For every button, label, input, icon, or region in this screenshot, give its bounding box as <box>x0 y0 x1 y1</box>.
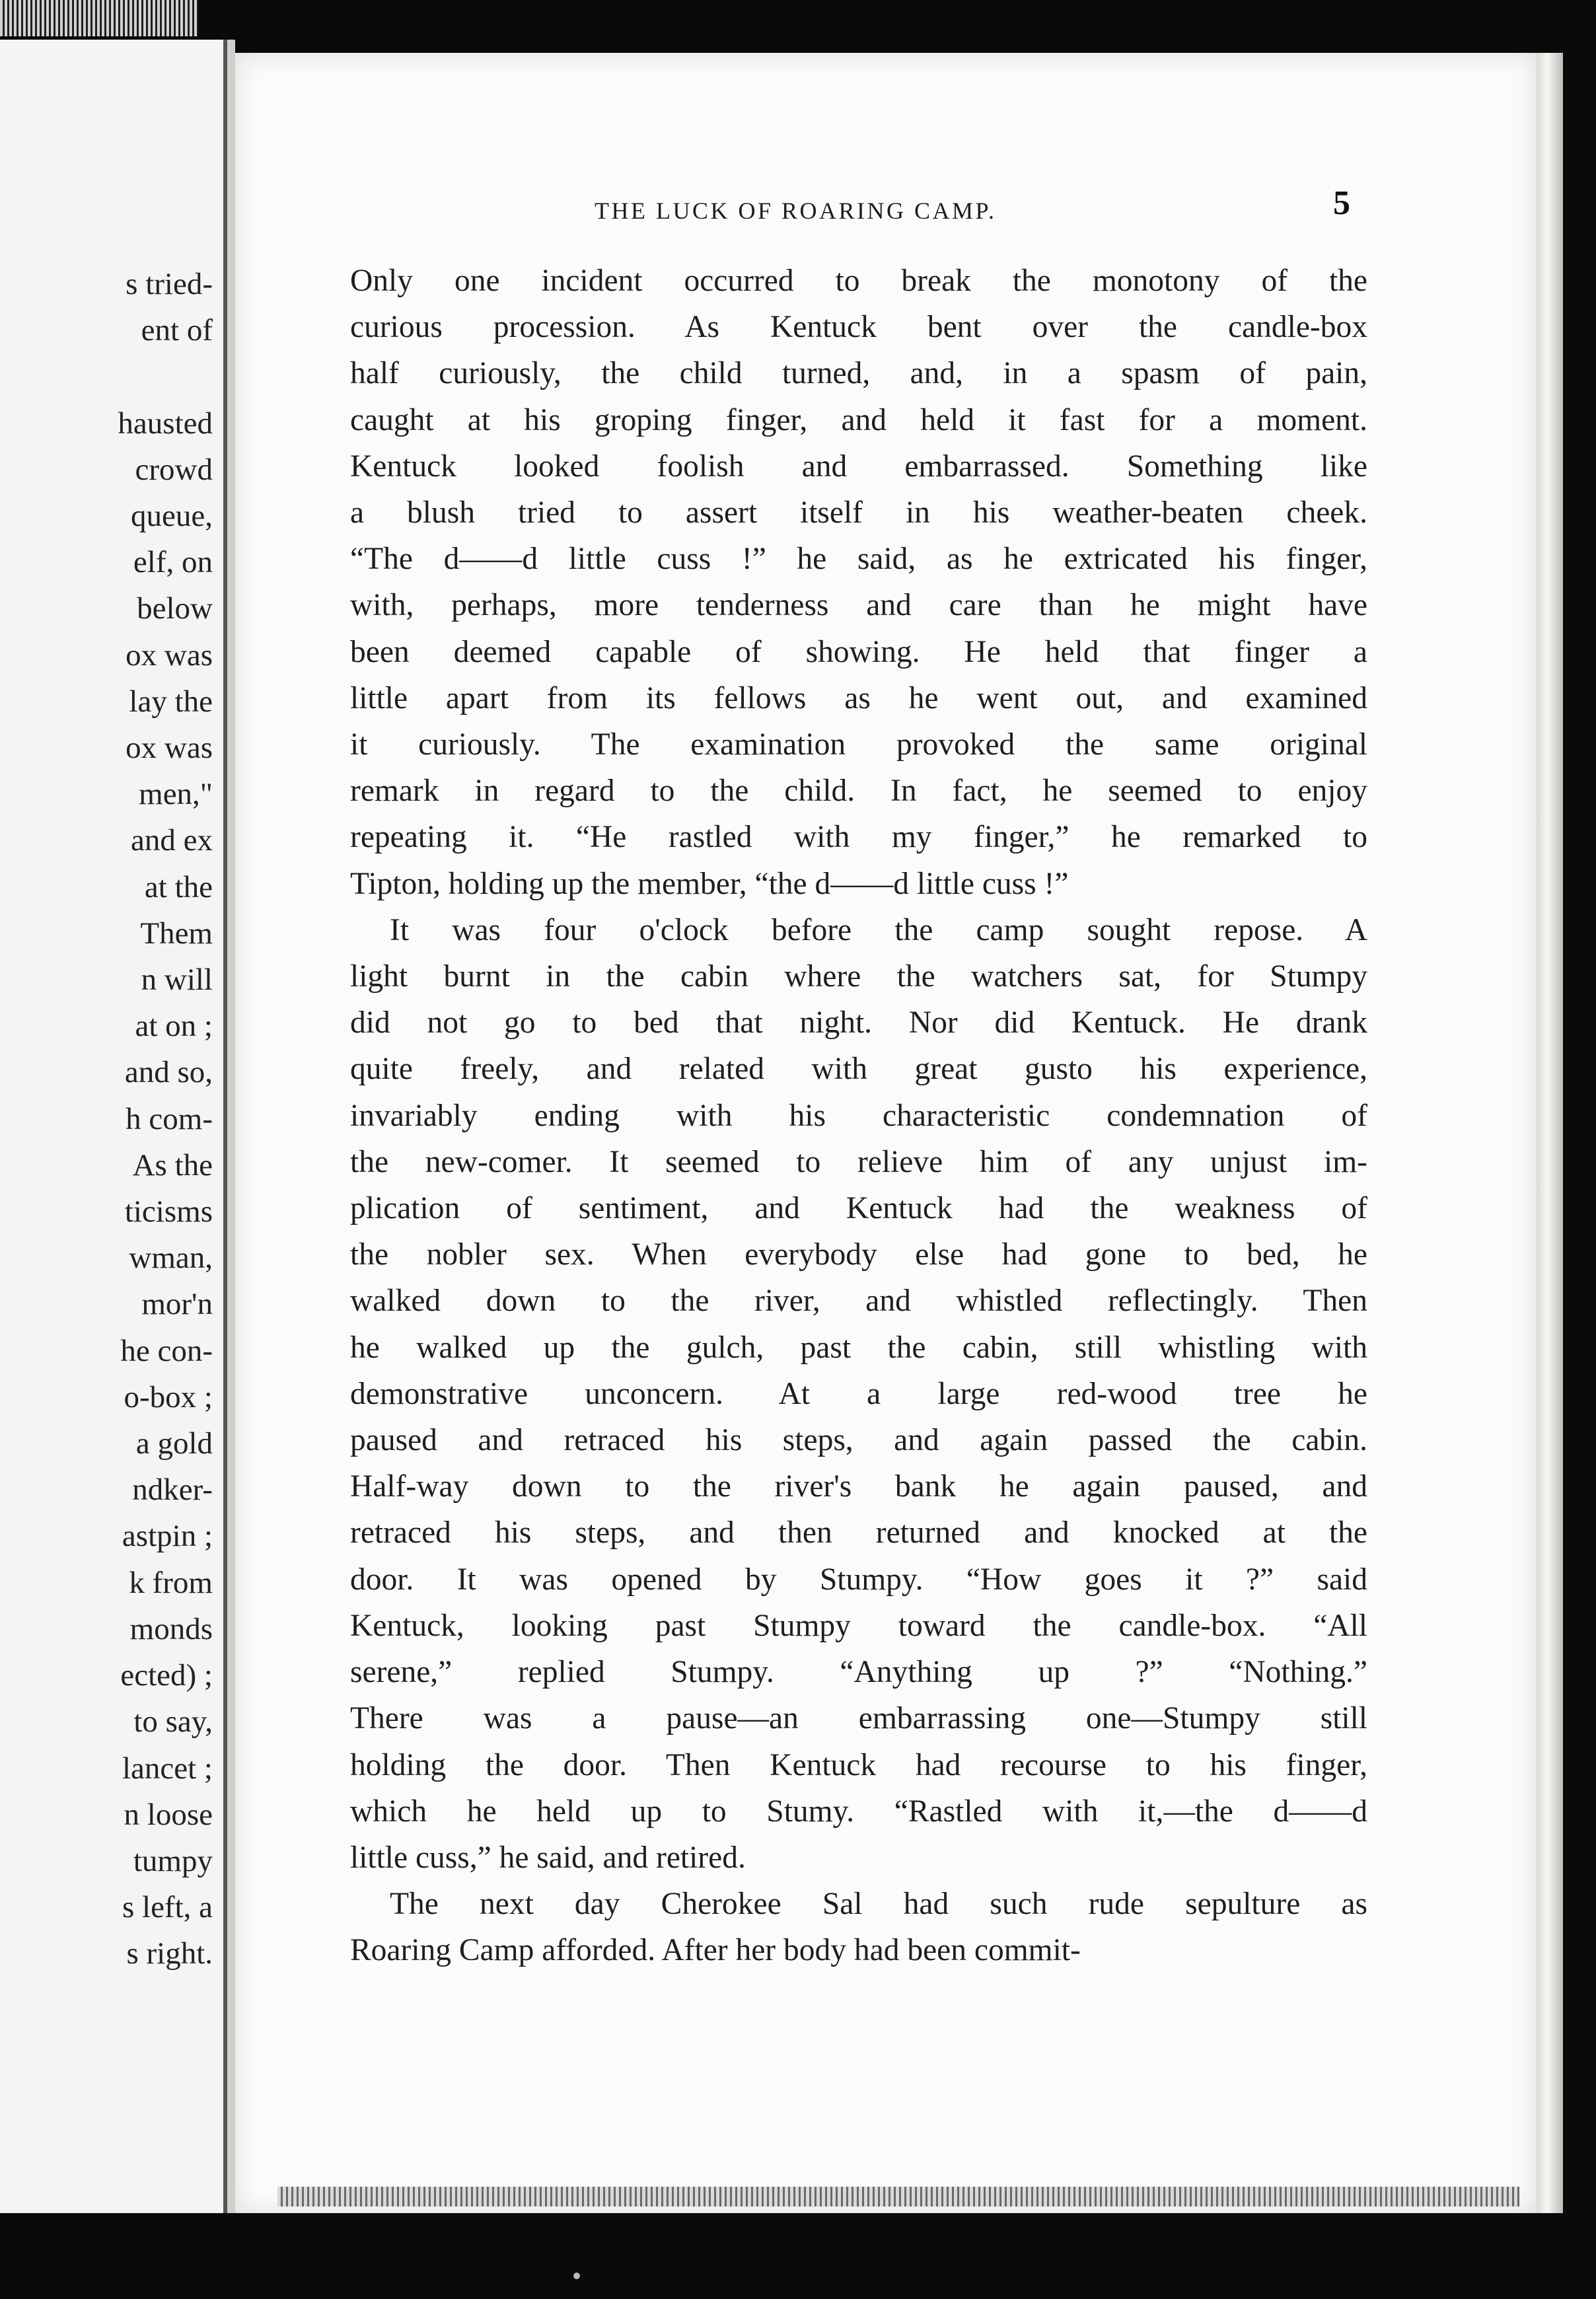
text-line: The next day Cherokee Sal had such rude sepulture as <box>390 1887 1367 1922</box>
previous-page-line: n loose <box>124 1797 213 1832</box>
text-line: paused and retraced his steps, and again passed the cabin. <box>350 1423 1367 1458</box>
book-gutter <box>227 40 235 2213</box>
text-line: Kentuck, looking past Stumpy toward the candle-box. “All <box>350 1608 1367 1643</box>
text-line: with, perhaps, more tenderness and care than he might have <box>350 588 1367 623</box>
text-line: Half-way down to the river's bank he again paused, and <box>350 1469 1367 1504</box>
text-line: retraced his steps, and then returned and knocked at the <box>350 1515 1367 1551</box>
previous-page-line: n will <box>141 963 213 998</box>
previous-page-line: at on ; <box>135 1009 213 1044</box>
page-body-text <box>350 258 1367 1974</box>
text-line: a blush tried to assert itself in his weather-beaten cheek. <box>350 495 1367 530</box>
text-line: it curiously. The examination provoked the same original <box>350 727 1367 762</box>
previous-page-line: men," <box>139 777 213 812</box>
text-line: quite freely, and related with great gusto his experience, <box>350 1052 1367 1087</box>
text-line: which he held up to Stumy. “Rastled with it,—the d——d <box>350 1794 1367 1829</box>
text-line: plication of sentiment, and Kentuck had the weakness of <box>350 1191 1367 1226</box>
page-number: 5 <box>1333 184 1350 222</box>
previous-page-line: o-box ; <box>124 1379 213 1414</box>
previous-page-line: lancet ; <box>122 1751 213 1786</box>
previous-page-line: elf, on <box>133 545 213 580</box>
previous-page-line: As the <box>132 1148 213 1183</box>
scan-edge-strip <box>0 0 198 36</box>
previous-page-line: astpin ; <box>122 1519 213 1554</box>
previous-page-line: a gold <box>135 1426 213 1461</box>
previous-page-line: and so, <box>124 1055 213 1090</box>
text-line: invariably ending with his characteristic condemnation of <box>350 1098 1367 1133</box>
running-head: THE LUCK OF ROARING CAMP. <box>595 198 997 224</box>
previous-page-line: ndker- <box>132 1473 213 1508</box>
previous-page-line: ticisms <box>124 1194 213 1229</box>
text-line: Roaring Camp afforded. After her body had been commit- <box>350 1933 1081 1968</box>
text-line: little cuss,” he said, and retired. <box>350 1840 746 1875</box>
text-line: did not go to bed that night. Nor did Kentuck. He drank <box>350 1005 1367 1040</box>
text-line: the new-comer. It seemed to relieve him of any unjust im- <box>350 1144 1367 1179</box>
previous-page-line: hausted <box>118 406 213 441</box>
previous-page-line: tumpy <box>133 1843 213 1878</box>
previous-page-line: s tried- <box>126 267 213 301</box>
previous-page-line: ox was <box>126 731 213 766</box>
text-line: There was a pause—an embarrassing one—Stumpy still <box>350 1701 1367 1736</box>
previous-page-line: mor'n <box>141 1287 213 1322</box>
previous-page-line: to say, <box>133 1704 213 1739</box>
text-line: holding the door. Then Kentuck had recourse to his finger, <box>350 1747 1367 1782</box>
previous-page-line: s left, a <box>122 1890 213 1925</box>
text-line: little apart from its fellows as he went out, and examined <box>350 680 1367 715</box>
text-line: Kentuck looked foolish and embarrassed. Something like <box>350 449 1367 484</box>
previous-page-line: Them <box>140 916 213 951</box>
text-line: Tipton, holding up the member, “the d——d little cuss !” <box>350 866 1069 901</box>
scan-edge-strip-bottom <box>277 2187 1519 2207</box>
text-line: light burnt in the cabin where the watchers sat, for Stumpy <box>350 959 1367 994</box>
previous-page-line: below <box>137 591 213 626</box>
previous-page-line: wman, <box>129 1241 213 1276</box>
text-line: caught at his groping finger, and held it fast for a moment. <box>350 402 1367 437</box>
previous-page-line: lay the <box>129 684 213 719</box>
previous-page-line <box>0 353 213 400</box>
previous-page-line: h com- <box>126 1101 213 1136</box>
previous-page-line: and ex <box>131 823 213 858</box>
previous-page-line: crowd <box>135 452 213 487</box>
previous-page-line: ected) ; <box>120 1658 213 1693</box>
dust-speck <box>573 2273 580 2279</box>
text-line: repeating it. “He rastled with my finger,” he remarked to <box>350 820 1367 855</box>
text-line: “The d——d little cuss !” he said, as he extricated his finger, <box>350 542 1367 577</box>
previous-page-line: he con- <box>120 1333 213 1368</box>
text-line: serene,” replied Stumpy. “Anything up ?” “Nothing.” <box>350 1655 1367 1690</box>
previous-page-text <box>0 261 213 1977</box>
previous-page <box>0 40 225 2213</box>
text-line: remark in regard to the child. In fact, he seemed to enjoy <box>350 774 1367 809</box>
previous-page-line: monds <box>129 1611 213 1646</box>
previous-page-line: ox was <box>126 638 213 673</box>
text-line: curious procession. As Kentuck bent over the candle-box <box>350 310 1367 345</box>
previous-page-line: k from <box>129 1565 213 1600</box>
text-line: he walked up the gulch, past the cabin, still whistling with <box>350 1330 1367 1365</box>
text-line: the nobler sex. When everybody else had gone to bed, he <box>350 1237 1367 1272</box>
text-line: demonstrative unconcern. At a large red-wood tree he <box>350 1376 1367 1411</box>
page-fore-edge <box>1537 53 1563 2213</box>
previous-page-line: ent of <box>141 313 213 348</box>
text-line: walked down to the river, and whistled reflectingly. Then <box>350 1284 1367 1319</box>
text-line: half curiously, the child turned, and, in a spasm of pain, <box>350 356 1367 391</box>
text-line: been deemed capable of showing. He held that finger a <box>350 634 1367 669</box>
previous-page-line: at the <box>144 869 213 904</box>
previous-page-line: s right. <box>126 1936 213 1971</box>
text-line: Only one incident occurred to break the monotony of the <box>350 264 1367 298</box>
text-line: door. It was opened by Stumpy. “How goes it ?” said <box>350 1562 1367 1597</box>
text-line: It was four o'clock before the camp sought repose. A <box>390 912 1367 947</box>
previous-page-line: queue, <box>131 499 213 534</box>
